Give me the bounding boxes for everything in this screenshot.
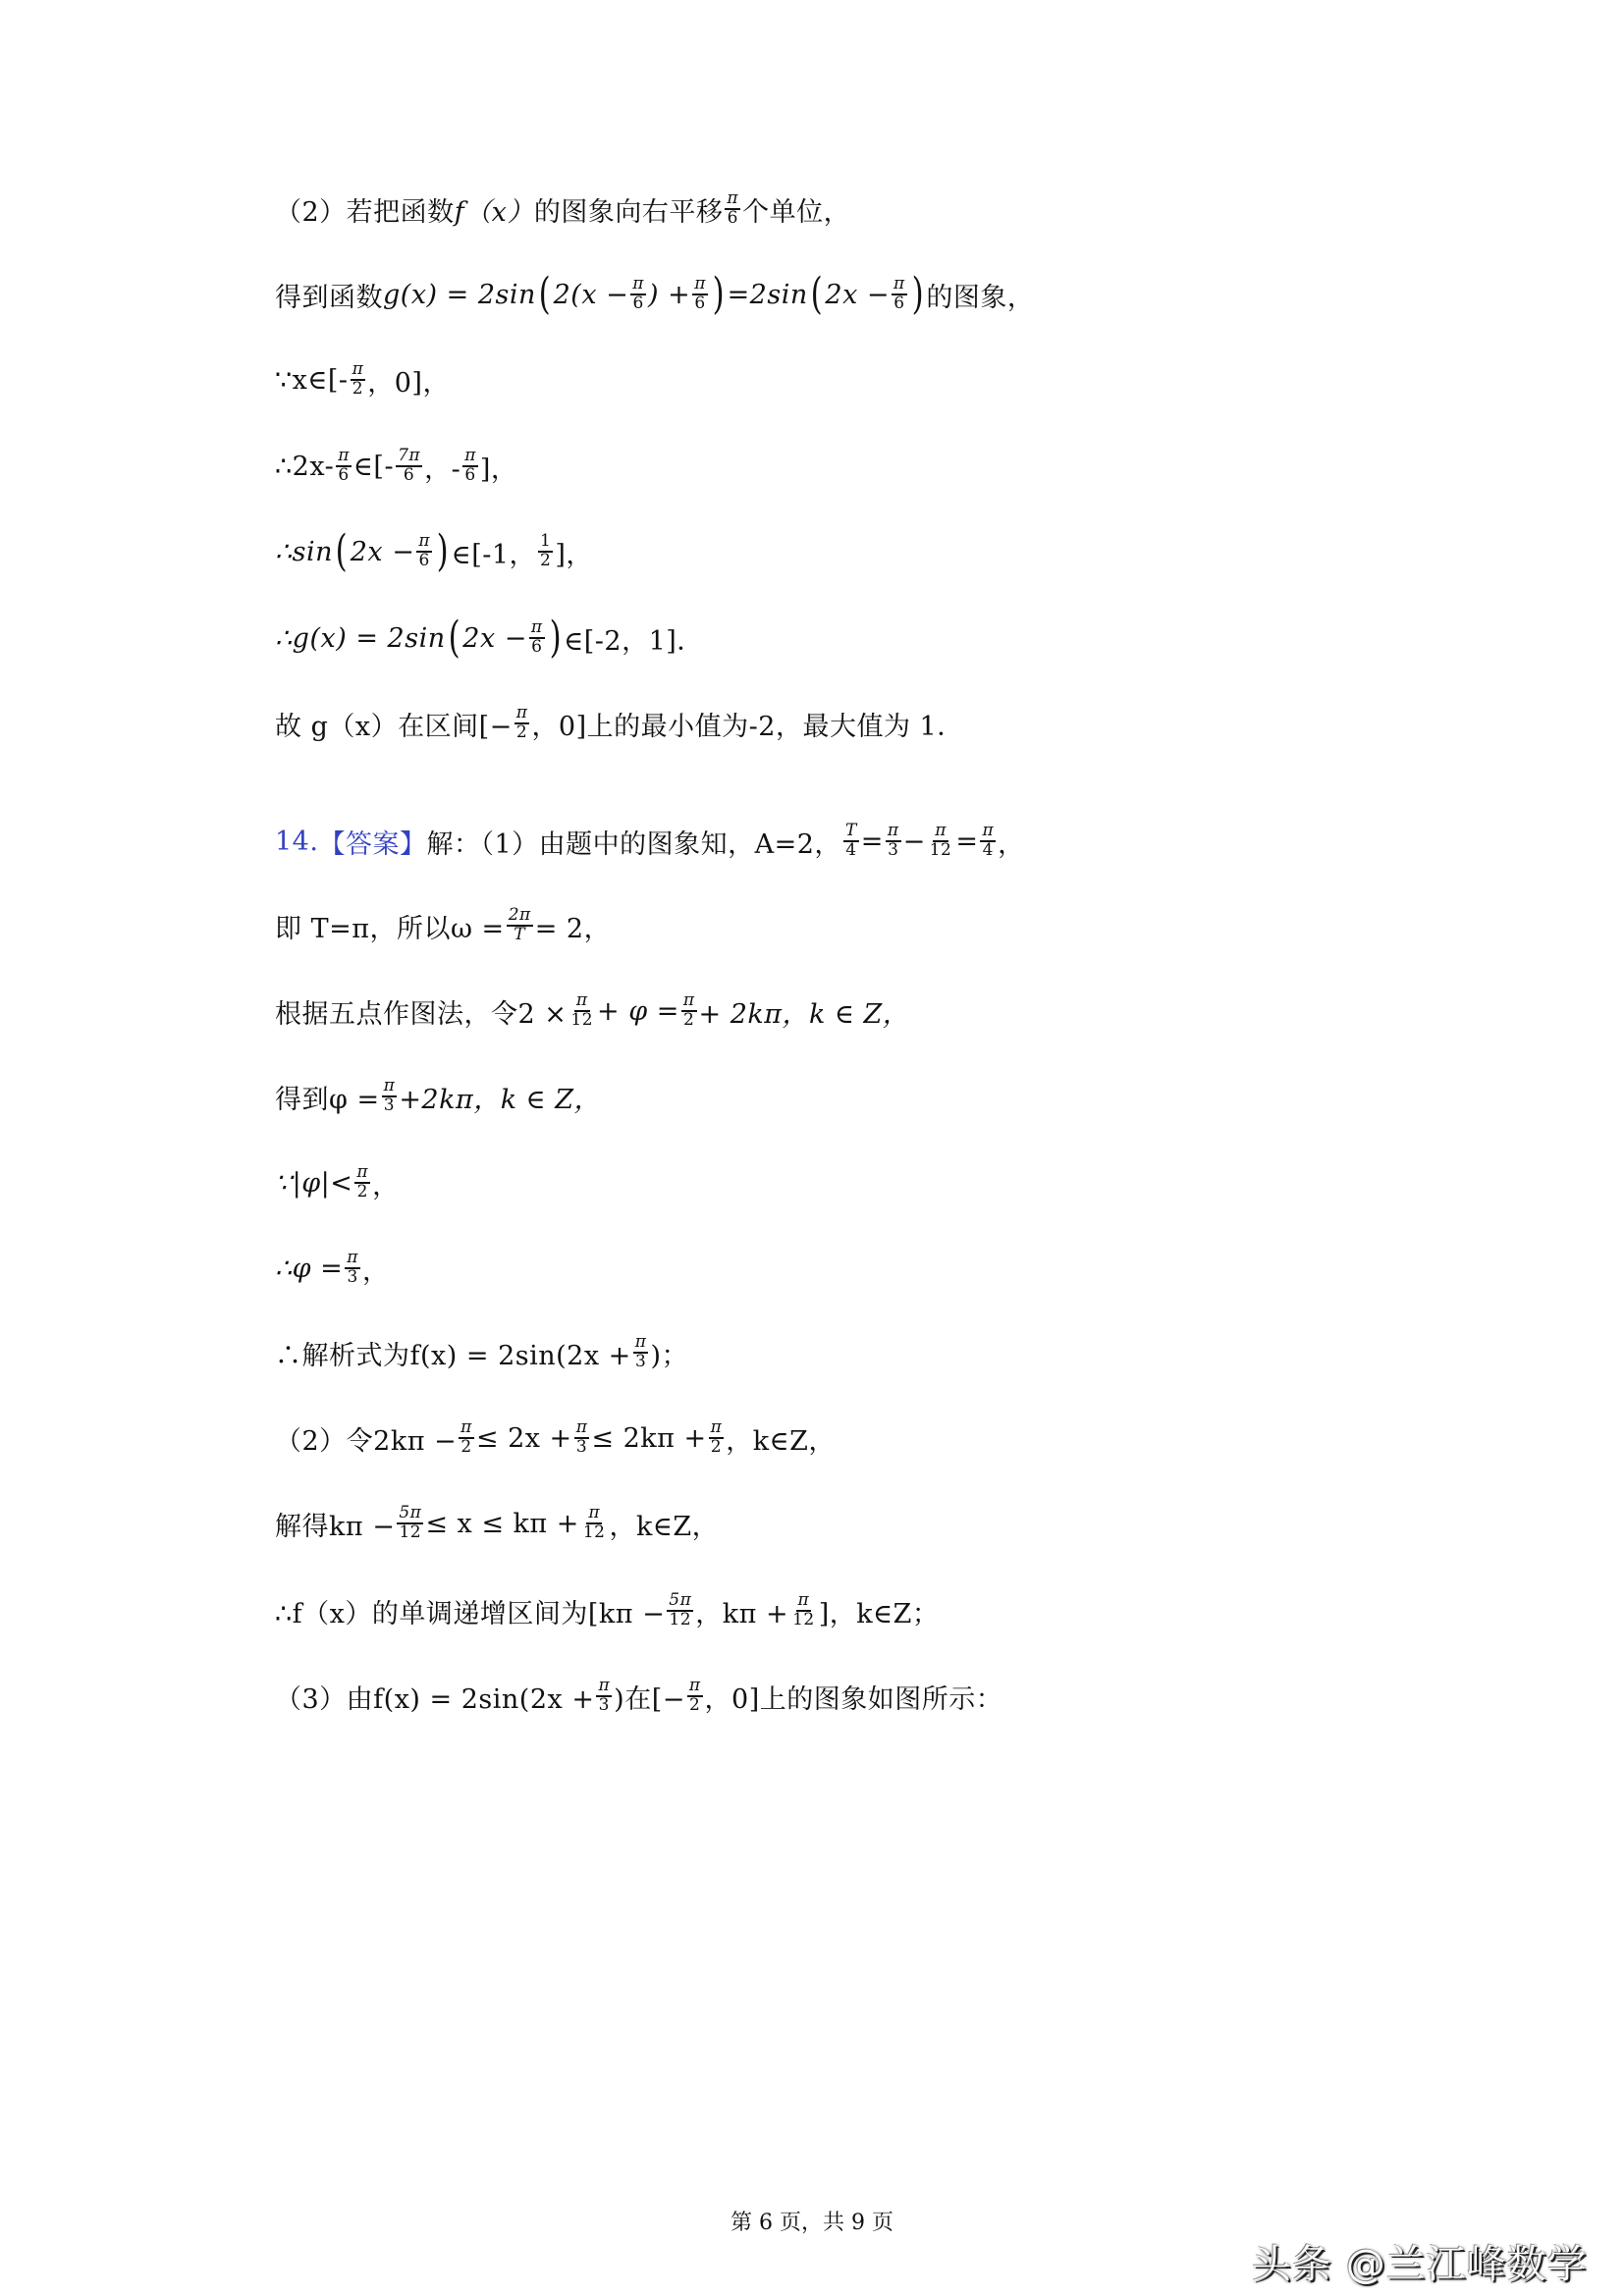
text-segment: ]，k∈Z； — [818, 1598, 940, 1629]
fraction: $\frac{\pi}{12}$ — [929, 821, 952, 860]
text-segment: ，k∈Z， — [609, 1511, 720, 1542]
fraction: $\frac{\pi}{2}$ — [515, 703, 528, 742]
fraction: $\frac{5\pi}{12}$ — [399, 1503, 422, 1542]
math-expr: 2x − — [462, 622, 527, 654]
text-segment: 即 T=π，所以ω = — [275, 913, 505, 944]
solution-line — [275, 265, 1034, 324]
answer-tag: 【答案】 — [318, 828, 427, 860]
text-segment: )在[− — [614, 1683, 685, 1715]
solution-line — [275, 1067, 601, 1126]
fraction: $\frac{\pi}{6}$ — [464, 446, 476, 485]
text-segment: ∈[- — [352, 451, 395, 482]
fraction: $\frac{\pi}{4}$ — [982, 821, 995, 860]
math-fx: f（x） — [454, 196, 534, 228]
text-segment: ，kπ + — [695, 1598, 789, 1629]
right-paren: ) — [549, 613, 562, 663]
right-paren: ) — [911, 269, 924, 319]
text-segment: ]， — [555, 539, 593, 570]
text-segment: ∴f（x）的单调递增区间为[kπ − — [275, 1598, 666, 1629]
solution-line — [275, 350, 450, 409]
solution-line — [275, 1494, 719, 1553]
solution-line — [275, 694, 964, 753]
text-segment: 解得kπ − — [275, 1511, 396, 1542]
left-paren: ( — [810, 269, 823, 319]
fraction: $\frac{\pi}{3}$ — [383, 1076, 396, 1115]
solution-line — [275, 896, 611, 955]
math-expr: + 2kπ，k ∈ Z， — [698, 998, 910, 1030]
text-segment: ，0]， — [367, 367, 450, 399]
fraction: $\frac{\pi}{3}$ — [347, 1248, 358, 1287]
text-segment: （3）由f(x) = 2sin(2x + — [275, 1683, 595, 1715]
operator: − — [902, 826, 926, 857]
right-paren: ) — [712, 269, 725, 319]
left-paren: ( — [335, 526, 349, 576]
solution-line — [275, 982, 909, 1041]
right-paren: ) — [436, 526, 450, 576]
fraction: $\frac{\pi}{6}$ — [632, 274, 644, 313]
fraction: $\frac{\pi}{2}$ — [688, 1676, 701, 1715]
fraction: $\frac{\pi}{6}$ — [338, 446, 350, 485]
text-segment: 的图象向右平移 — [533, 196, 724, 228]
solution-line — [275, 1153, 400, 1212]
text-segment: 个单位， — [742, 196, 851, 228]
page-indicator-text: 第 6 页，共 9 页 — [731, 2211, 893, 2235]
fraction: $\frac{\pi}{6}$ — [727, 188, 739, 228]
fraction: $\frac{\pi}{3}$ — [634, 1332, 647, 1371]
math-expr: ) + — [647, 279, 691, 310]
math-expr: ∴φ = — [275, 1253, 344, 1284]
fraction: $\frac{\pi}{2}$ — [352, 359, 364, 399]
fraction: $\frac{7\pi}{6}$ — [398, 446, 421, 485]
fraction: $\frac{\pi}{2}$ — [682, 990, 695, 1030]
math-expr: + φ = — [597, 995, 679, 1027]
text-segment: ∴2x- — [275, 451, 335, 482]
fraction: $\frac{T}{4}$ — [844, 821, 857, 860]
operator: = — [955, 826, 979, 857]
answer-heading-line — [275, 812, 1025, 871]
fraction: $\frac{\pi}{2}$ — [356, 1162, 369, 1201]
fraction: $\frac{\pi}{6}$ — [893, 274, 905, 313]
solution-line — [275, 180, 850, 239]
fraction: $\frac{\pi}{6}$ — [694, 274, 706, 313]
text-segment: = 2， — [534, 913, 612, 944]
text-segment: ，k∈Z， — [726, 1425, 836, 1457]
text-segment: 故 g（x）在区间[− — [275, 711, 513, 742]
text-segment: 得到φ = — [275, 1084, 380, 1115]
math-expr: 2x − — [350, 536, 415, 567]
fraction: $\frac{2\pi}{T}$ — [508, 905, 531, 944]
fraction: $\frac{\pi}{6}$ — [530, 617, 543, 657]
fraction: $\frac{\pi}{12}$ — [582, 1503, 606, 1542]
solution-line — [275, 1409, 836, 1468]
math-expr: +2kπ，k ∈ Z， — [399, 1084, 601, 1115]
text-segment: 的图象， — [926, 282, 1035, 313]
math-expr: ∴g(x) = 2sin — [275, 622, 446, 654]
text-segment: ，- — [424, 454, 461, 485]
text-segment: ， — [372, 1170, 400, 1201]
text-segment: 得到函数 — [275, 282, 383, 313]
fraction: $\frac{\pi}{12}$ — [792, 1590, 815, 1629]
operator: = — [860, 826, 884, 857]
fraction: $\frac{\pi}{3}$ — [598, 1676, 611, 1715]
solution-line — [275, 1323, 688, 1382]
text-segment: 解：（1）由题中的图象知，A=2， — [426, 828, 841, 860]
fraction: $\frac{1}{2}$ — [540, 531, 552, 570]
text-segment: 根据五点作图法，令2 × — [275, 998, 568, 1030]
fraction: $\frac{\pi}{2}$ — [710, 1417, 723, 1457]
text-segment: ≤ 2x + — [475, 1422, 572, 1454]
math-expr: 2x − — [825, 279, 891, 310]
fraction: $\frac{5\pi}{12}$ — [669, 1590, 692, 1629]
watermark: 头条 @兰江峰数学 — [1252, 2242, 1588, 2287]
fraction: $\frac{\pi}{2}$ — [460, 1417, 472, 1457]
text-segment: ∈[-2，1]． — [564, 625, 704, 657]
fraction: $\frac{\pi}{3}$ — [887, 821, 899, 860]
question-number: 14. — [275, 826, 319, 857]
text-segment: ∵x∈[- — [275, 364, 349, 396]
math-expr: 2(x − — [553, 279, 629, 310]
text-segment: ， — [361, 1255, 390, 1287]
math-expr: =2sin — [727, 279, 808, 310]
left-paren: ( — [448, 613, 460, 663]
text-segment: ∈[-1， — [451, 539, 537, 570]
text-segment: ，0]上的最小值为-2，最大值为 1． — [531, 711, 964, 742]
text-segment: ≤ 2kπ + — [591, 1422, 707, 1454]
math-expr: ∴sin — [275, 536, 334, 567]
fraction: $\frac{\pi}{12}$ — [570, 990, 594, 1030]
solution-line — [275, 1667, 1002, 1726]
math-expr: ∵|φ|< — [275, 1167, 353, 1199]
text-segment: （2）若把函数 — [275, 196, 455, 228]
solution-line — [275, 1581, 939, 1640]
solution-line — [275, 522, 593, 581]
fraction: $\frac{\pi}{6}$ — [418, 531, 431, 570]
page-indicator — [0, 2206, 1624, 2236]
fraction: $\frac{\pi}{3}$ — [575, 1417, 588, 1457]
text-segment: （2）令2kπ − — [275, 1425, 458, 1457]
solution-line — [275, 437, 517, 496]
text-segment: )； — [650, 1340, 689, 1371]
math-expr: g(x) = 2sin — [383, 279, 536, 310]
left-paren: ( — [538, 269, 551, 319]
text-segment: ，0]上的图象如图所示： — [704, 1683, 1003, 1715]
text-segment: ]， — [479, 454, 518, 485]
text-segment: ∴解析式为f(x) = 2sin(2x + — [275, 1340, 631, 1371]
text-segment: ， — [998, 828, 1025, 860]
text-segment: ≤ x ≤ kπ + — [425, 1508, 579, 1539]
solution-line — [275, 1239, 389, 1298]
solution-line — [275, 609, 704, 667]
